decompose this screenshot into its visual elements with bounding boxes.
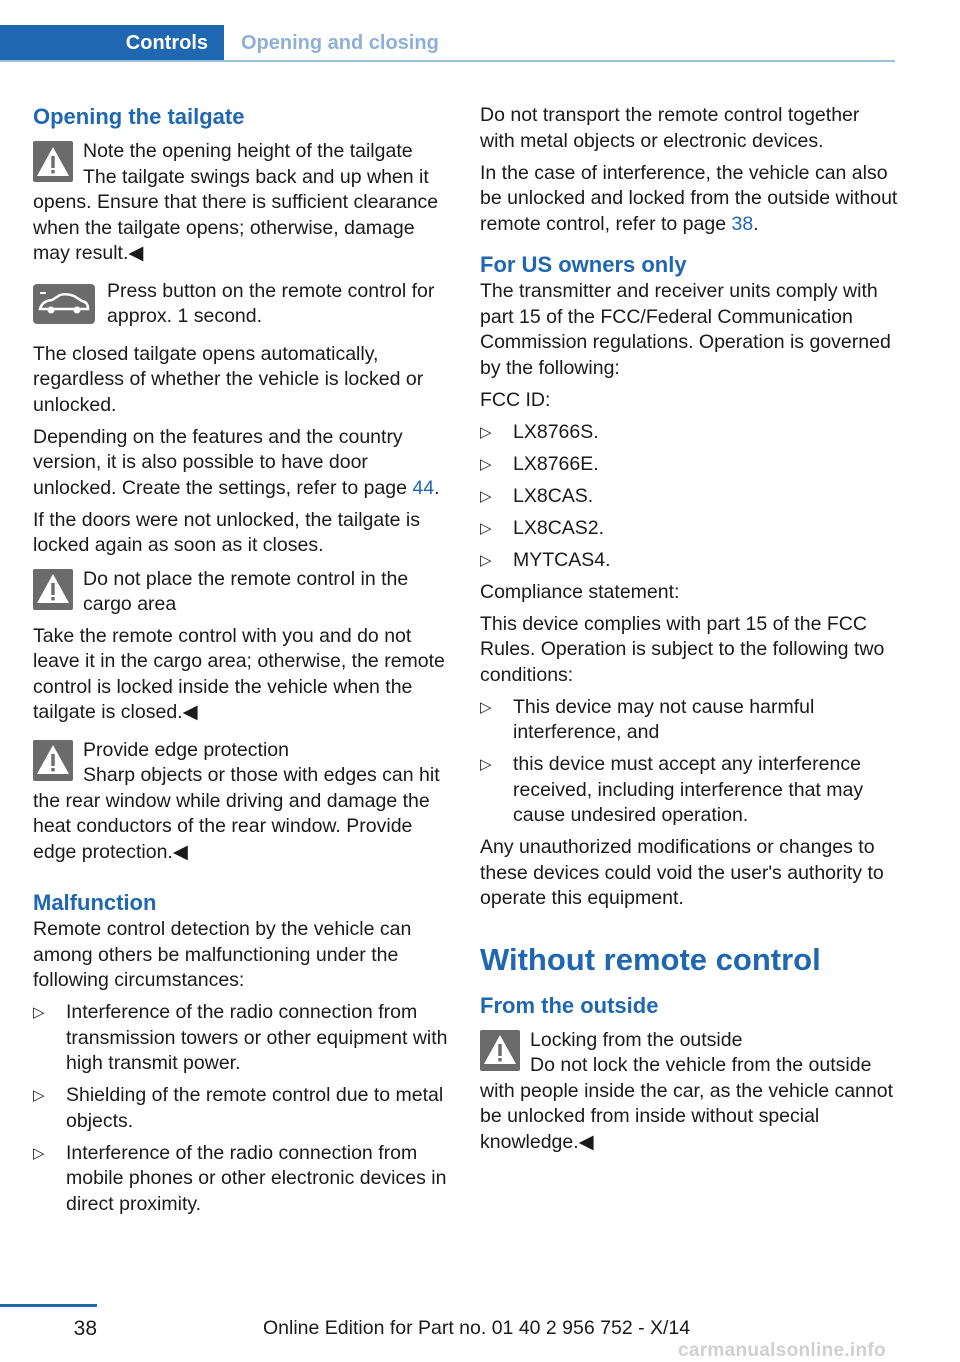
- edition-text: Online Edition for Part no. 01 40 2 956 752 - X/14: [263, 1317, 691, 1339]
- warning-triangle-icon: [33, 569, 73, 610]
- fcc-id-list: [480, 420, 898, 574]
- warning-block: [33, 139, 448, 165]
- page-link[interactable]: 44: [412, 476, 435, 499]
- list-item: ▷ Interference of the radio connection from mobile phones or other electronic devices in direct proximity.: [33, 1141, 447, 1215]
- header-rule: [0, 60, 895, 62]
- triangle-bullet-icon: ▷: [480, 423, 492, 441]
- heading-us-owners: For US owners only: [480, 252, 687, 277]
- list-item: ▷ LX8766S.: [480, 420, 898, 446]
- list-item: ▷ LX8CAS.: [480, 484, 898, 510]
- warning-body: Do not lock the vehicle from the outside with people inside the car, as the vehicle cannot be unlocked from inside without special knowledge.◀: [480, 1054, 894, 1153]
- section-tab: Controls: [0, 25, 224, 62]
- paragraph: If the doors were not unlocked, the tailgate is locked again as soon as it closes.: [33, 508, 420, 556]
- list-item: ▷ this device must accept any interference received, including interference that may cause undesired operation.: [480, 753, 864, 826]
- paragraph: In the case of interference, the vehicle can also be unlocked and locked from the outside without remote control, refer to page 38.: [480, 161, 898, 235]
- triangle-bullet-icon: ▷: [33, 1087, 45, 1104]
- warning-triangle-icon: [480, 1030, 520, 1071]
- list-item: ▷ Interference of the radio connection from transmission towers or other equipment with high transmit power.: [33, 1001, 448, 1074]
- triangle-bullet-icon: ▷: [480, 698, 492, 716]
- list-item: ▷ This device may not cause harmful interference, and: [480, 695, 815, 743]
- page-link[interactable]: 38: [731, 212, 754, 235]
- warning-title: Note the opening height of the tailgate: [83, 140, 413, 162]
- right-column: [480, 103, 898, 1162]
- warning-block: [33, 738, 448, 764]
- car-tailgate-button-icon: [33, 284, 95, 324]
- warning-title: Do not place the remote control in the cargo area: [83, 567, 409, 615]
- paragraph: This device complies with part 15 of the FCC Rules. Operation is subject to the following two conditions:: [480, 612, 885, 686]
- paragraph: Compliance statement:: [480, 580, 680, 603]
- warning-title: Locking from the outside: [530, 1028, 743, 1051]
- paragraph: The closed tailgate opens automatically, regardless of whether the vehicle is locked or unlocked.: [33, 342, 424, 416]
- warning-block: [33, 567, 448, 618]
- list-item: ▷ LX8766E.: [480, 452, 898, 478]
- triangle-bullet-icon: ▷: [480, 756, 492, 773]
- list-item: ▷ LX8CAS2.: [480, 516, 898, 542]
- watermark: carmanualsonline.info: [678, 1340, 886, 1361]
- list-item: ▷ MYTCAS4.: [480, 548, 898, 574]
- heading-from-outside: From the outside: [480, 992, 659, 1018]
- list-item: ▷ Shielding of the remote control due to metal objects.: [33, 1084, 444, 1132]
- triangle-bullet-icon: ▷: [33, 1004, 45, 1021]
- page-header: [0, 25, 895, 62]
- warning-body: The tailgate swings back and up when it opens. Ensure that there is sufficient clearance when the tailgate opens; otherwise, damage may result.◀: [33, 165, 439, 264]
- paragraph: Remote control detection by the vehicle can among others be malfunctioning under the following circumstances:: [33, 918, 412, 991]
- warning-triangle-icon: [33, 141, 73, 182]
- triangle-bullet-icon: ▷: [480, 551, 492, 569]
- paragraph: FCC ID:: [480, 388, 551, 411]
- warning-title: Provide edge protection: [83, 738, 289, 761]
- paragraph: Any unauthorized modifications or changes to these devices could void the user's authority to operate this equipment.: [480, 836, 884, 909]
- remote-instruction: [33, 279, 448, 330]
- triangle-bullet-icon: ▷: [33, 1144, 45, 1162]
- triangle-bullet-icon: ▷: [480, 519, 492, 537]
- page-number: 38: [73, 1317, 97, 1340]
- triangle-bullet-icon: ▷: [480, 487, 492, 505]
- warning-body: Sharp objects or those with edges can hit the rear window while driving and damage the heat conductors of the rear window. Provide edge protection.◀: [33, 764, 440, 863]
- triangle-bullet-icon: ▷: [480, 455, 492, 473]
- warning-body: Take the remote control with you and do not leave it in the cargo area; otherwise, the remote control is locked inside the vehicle when the tailgate is closed.◀: [33, 624, 445, 723]
- malfunction-list: [33, 1000, 448, 1217]
- paragraph: Do not transport the remote control together with metal objects or electronic devices.: [480, 104, 860, 152]
- subsection-tab: Opening and closing: [241, 32, 439, 54]
- footer-rule: [0, 1304, 97, 1307]
- warning-triangle-icon: [33, 740, 73, 781]
- left-column: [33, 103, 448, 1224]
- heading-without-remote: Without remote control: [480, 941, 821, 977]
- heading-opening-tailgate: Opening the tailgate: [33, 104, 245, 129]
- conditions-list: [480, 695, 898, 829]
- warning-block: [480, 1028, 898, 1054]
- remote-instruction-text: Press button on the remote control for approx. 1 second.: [107, 279, 435, 327]
- paragraph: The transmitter and receiver units comply with part 15 of the FCC/Federal Communication Commission regulations. Operation is governed by the following:: [480, 280, 891, 379]
- heading-malfunction: Malfunction: [33, 890, 157, 915]
- paragraph: Depending on the features and the country version, it is also possible to have door unlocked. Create the settings, refer to page 44.: [33, 425, 440, 499]
